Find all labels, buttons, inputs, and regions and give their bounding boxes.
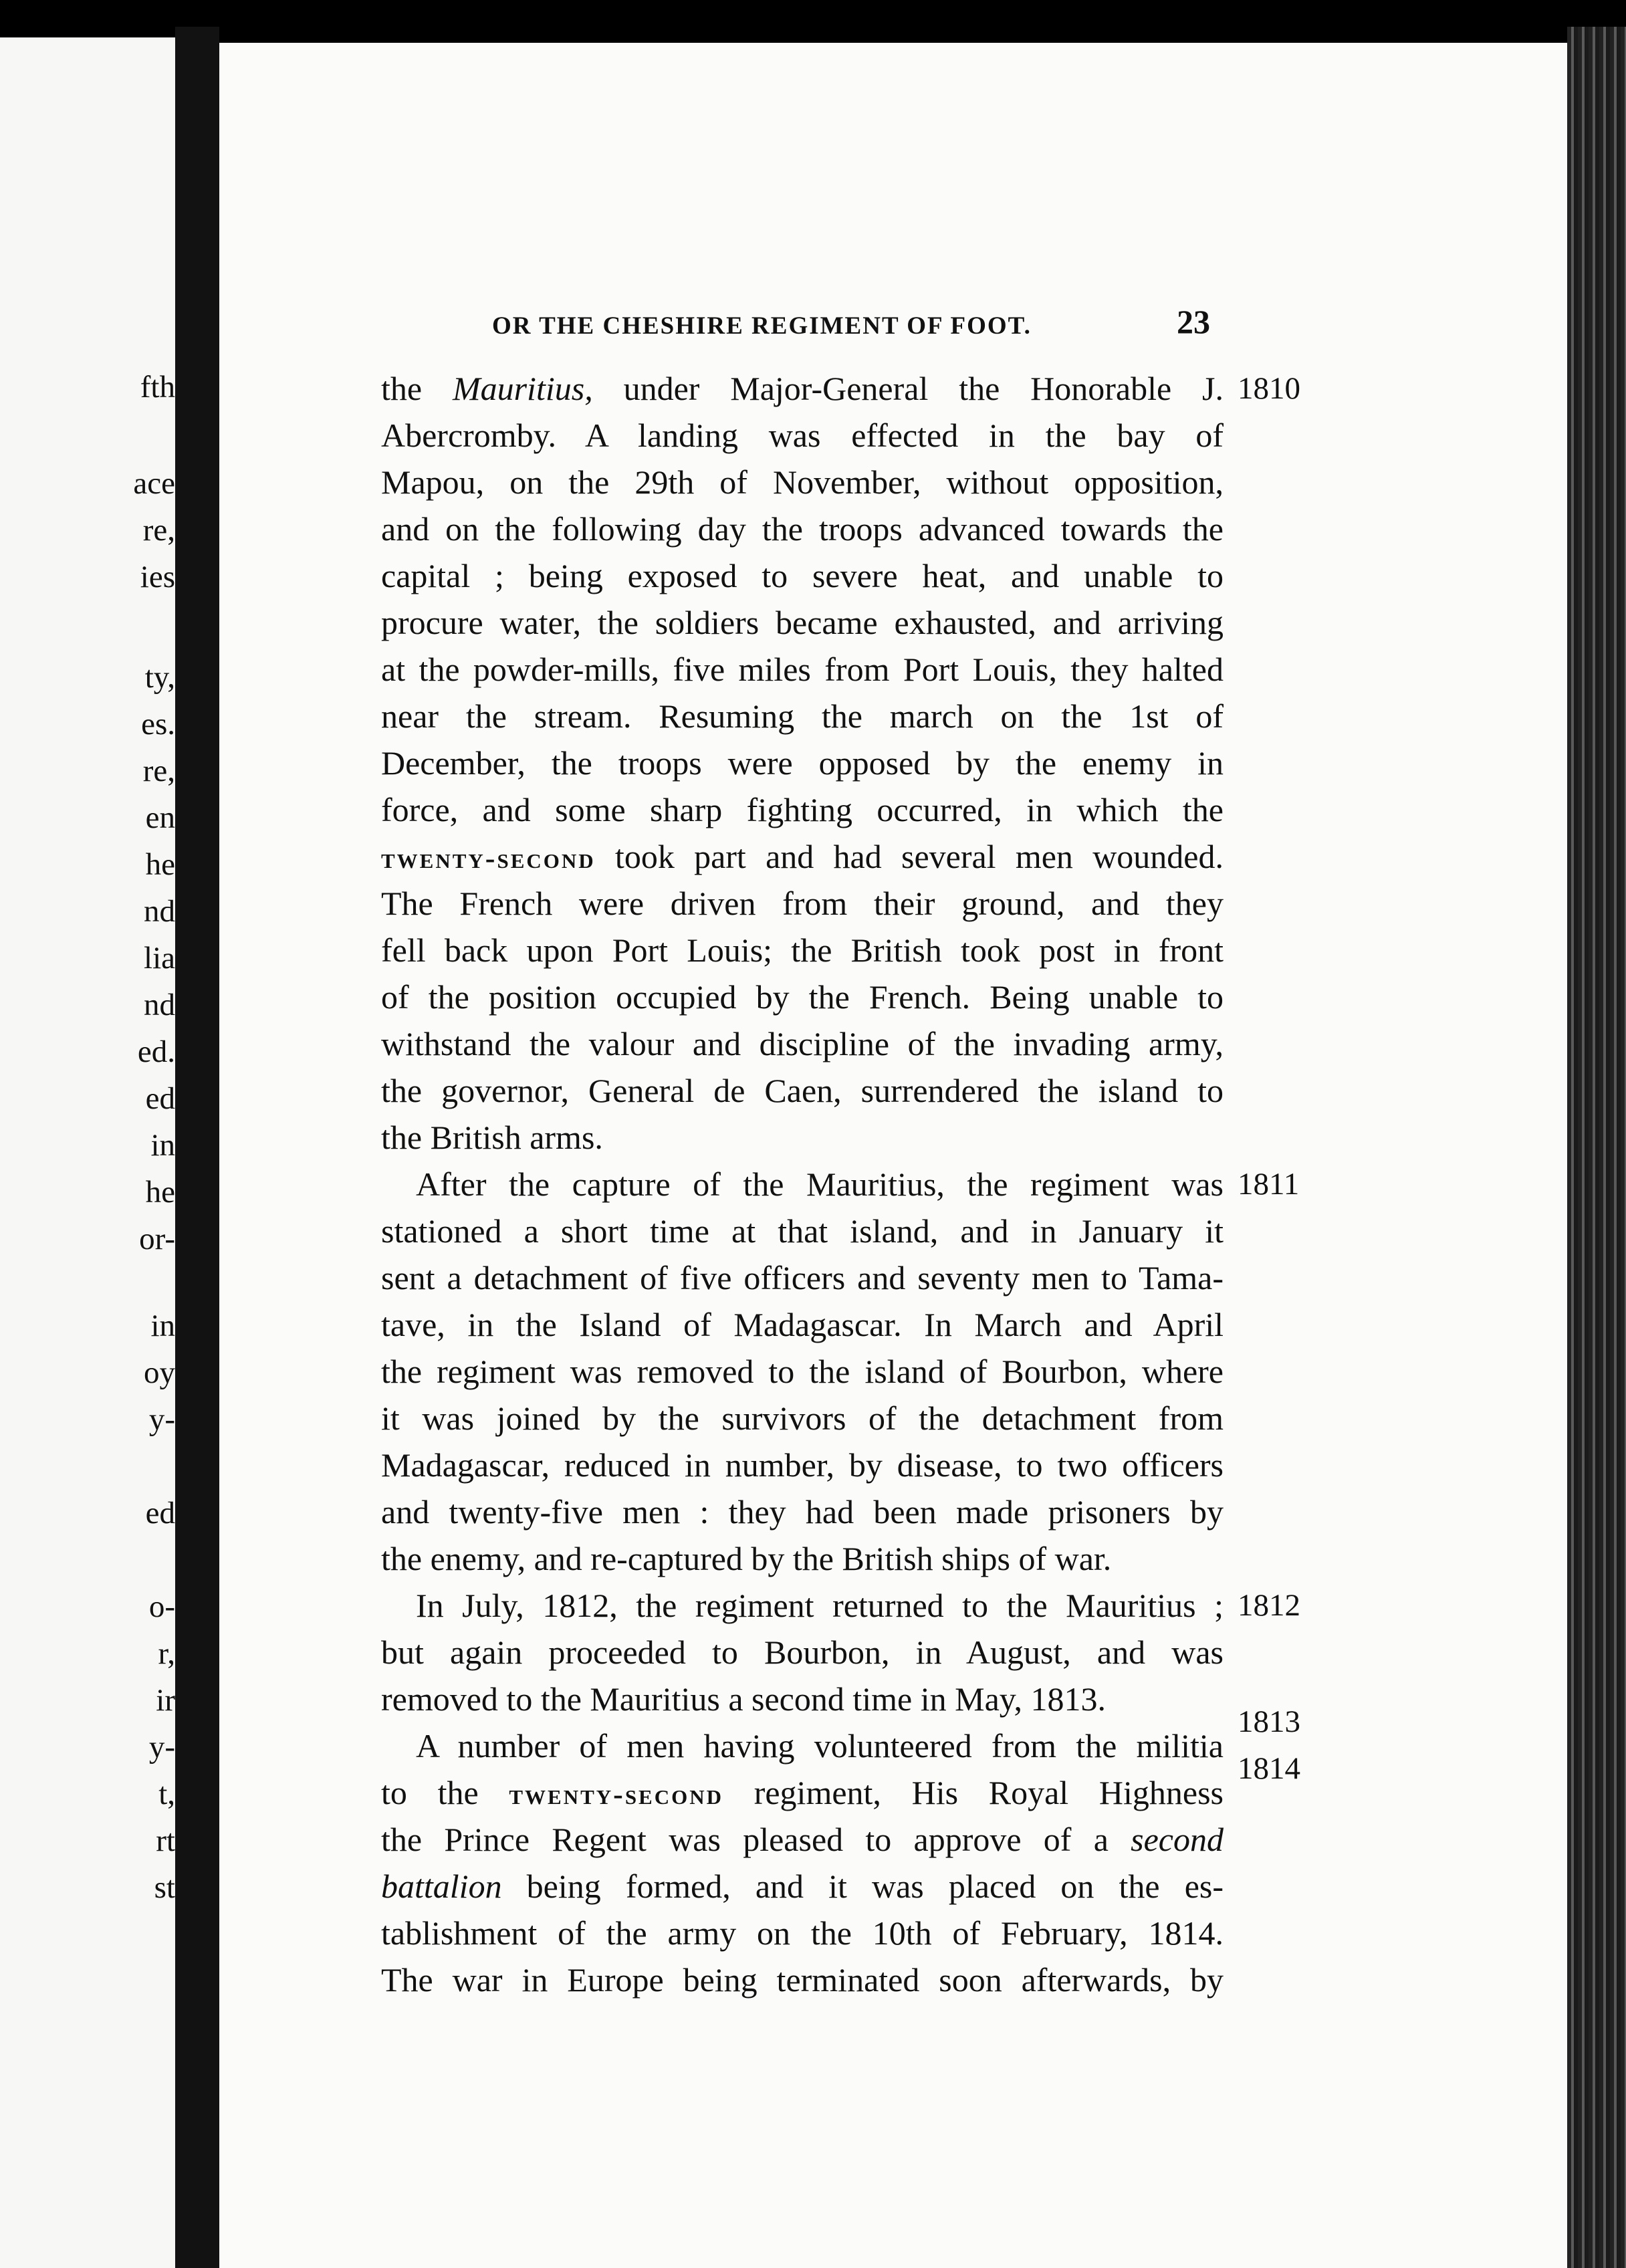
text-line: the enemy, and re-captured by the British ships of war. bbox=[381, 1540, 1112, 1577]
left-page-fragment: in bbox=[150, 1128, 175, 1163]
left-page-fragment: in bbox=[150, 1309, 175, 1343]
left-page-fragment: nd bbox=[144, 894, 175, 929]
margin-year: 1814 bbox=[1238, 1751, 1300, 1786]
text-line: sent a detachment of five officers and seventy men to Tama- bbox=[381, 1259, 1224, 1296]
left-page-fragment: ed. bbox=[137, 1034, 175, 1069]
text-line: Madagascar, reduced in number, by disease, to two officers bbox=[381, 1446, 1224, 1484]
left-page-fragment: o- bbox=[148, 1589, 175, 1624]
margin-year: 1810 bbox=[1238, 371, 1300, 406]
margin-year: 1813 bbox=[1238, 1704, 1300, 1739]
text-line: near the stream. Resuming the march on the 1st of bbox=[381, 697, 1224, 735]
text-line: December, the troops were opposed by the enemy in bbox=[381, 744, 1224, 782]
left-page-fragment: nd bbox=[144, 988, 175, 1022]
page-number: 23 bbox=[1177, 303, 1210, 340]
text-line: but again proceeded to Bourbon, in August, and was bbox=[381, 1633, 1224, 1671]
text-line: the regiment was removed to the island of Bourbon, where bbox=[381, 1353, 1224, 1390]
text-line: The French were driven from their ground, and they bbox=[381, 885, 1224, 922]
text-line: Abercromby. A landing was effected in the bay of bbox=[381, 417, 1224, 454]
left-page-fragment: lia bbox=[144, 941, 175, 976]
book-gutter bbox=[175, 27, 219, 2268]
left-page-fragment: fth bbox=[140, 370, 175, 405]
left-page-fragment: ed bbox=[145, 1081, 175, 1116]
text-line: it was joined by the survivors of the detachment from bbox=[381, 1399, 1224, 1437]
text-line: stationed a short time at that island, and in January it bbox=[381, 1212, 1224, 1250]
page-edges bbox=[1567, 27, 1626, 2268]
text-line: and on the following day the troops advanced towards the bbox=[381, 510, 1224, 548]
text-line: tave, in the Island of Madagascar. In March and April bbox=[381, 1306, 1224, 1343]
text-line: twenty-second took part and had several men wounded. bbox=[381, 838, 1224, 875]
running-head: OR THE CHESHIRE REGIMENT OF FOOT. bbox=[492, 312, 1032, 340]
left-page-fragment: en bbox=[145, 800, 175, 835]
left-page-fragment: es. bbox=[141, 707, 175, 742]
text-line: and twenty-five men : they had been made prisoners by bbox=[381, 1493, 1224, 1530]
text-line: procure water, the soldiers became exhausted, and arriving bbox=[381, 604, 1224, 641]
left-page-fragment: rt bbox=[156, 1823, 175, 1858]
text-line: the Prince Regent was pleased to approve of a second bbox=[381, 1821, 1224, 1858]
left-page-fragment: ace bbox=[133, 466, 175, 501]
text-line: A number of men having volunteered from the militia bbox=[416, 1727, 1224, 1765]
margin-year: 1811 bbox=[1238, 1167, 1300, 1202]
left-page-fragment: ies bbox=[140, 560, 175, 594]
text-line: force, and some sharp fighting occurred, in which the bbox=[381, 791, 1224, 828]
left-facing-page bbox=[0, 37, 175, 2268]
text-line: In July, 1812, the regiment returned to the Mauritius ; bbox=[416, 1587, 1224, 1624]
left-page-fragment: y- bbox=[148, 1730, 175, 1765]
left-page-fragment: he bbox=[145, 847, 175, 882]
text-line: Mapou, on the 29th of November, without opposition, bbox=[381, 463, 1224, 501]
left-page-fragment: he bbox=[145, 1175, 175, 1210]
text-line: at the powder-mills, five miles from Port Louis, they halted bbox=[381, 651, 1224, 688]
left-page-fragment: or- bbox=[139, 1222, 175, 1256]
text-line: to the twenty-second regiment, His Royal Highness bbox=[381, 1774, 1224, 1811]
left-page-fragment: oy bbox=[144, 1355, 175, 1390]
text-line: removed to the Mauritius a second time in May, 1813. bbox=[381, 1680, 1107, 1718]
text-line: tablishment of the army on the 10th of February, 1814. bbox=[381, 1914, 1224, 1952]
text-line: capital ; being exposed to severe heat, and unable to bbox=[381, 557, 1224, 594]
left-page-fragment: re, bbox=[142, 754, 175, 788]
left-page-fragment: re, bbox=[142, 513, 175, 548]
text-line: the British arms. bbox=[381, 1119, 603, 1156]
left-page-fragment: st bbox=[154, 1870, 175, 1905]
text-line: battalion being formed, and it was placed on the es- bbox=[381, 1867, 1224, 1905]
text-line: After the capture of the Mauritius, the regiment was bbox=[416, 1165, 1224, 1203]
text-line: the Mauritius, under Major-General the Honorable J. bbox=[381, 370, 1224, 407]
left-page-fragment: r, bbox=[158, 1636, 175, 1671]
left-page-fragment: t, bbox=[158, 1777, 175, 1811]
text-line: of the position occupied by the French. Being unable to bbox=[381, 978, 1224, 1016]
text-line: withstand the valour and discipline of the invading army, bbox=[381, 1025, 1224, 1062]
left-page-fragment: ty, bbox=[144, 660, 175, 695]
left-page-fragment: y- bbox=[148, 1402, 175, 1437]
left-page-fragment: ed bbox=[145, 1496, 175, 1530]
text-line: fell back upon Port Louis; the British took post in front bbox=[381, 931, 1224, 969]
margin-year: 1812 bbox=[1238, 1588, 1300, 1623]
text-line: the governor, General de Caen, surrendered the island to bbox=[381, 1072, 1224, 1109]
left-page-fragment: ir bbox=[156, 1683, 175, 1718]
text-line: The war in Europe being terminated soon afterwards, by bbox=[381, 1961, 1224, 1999]
